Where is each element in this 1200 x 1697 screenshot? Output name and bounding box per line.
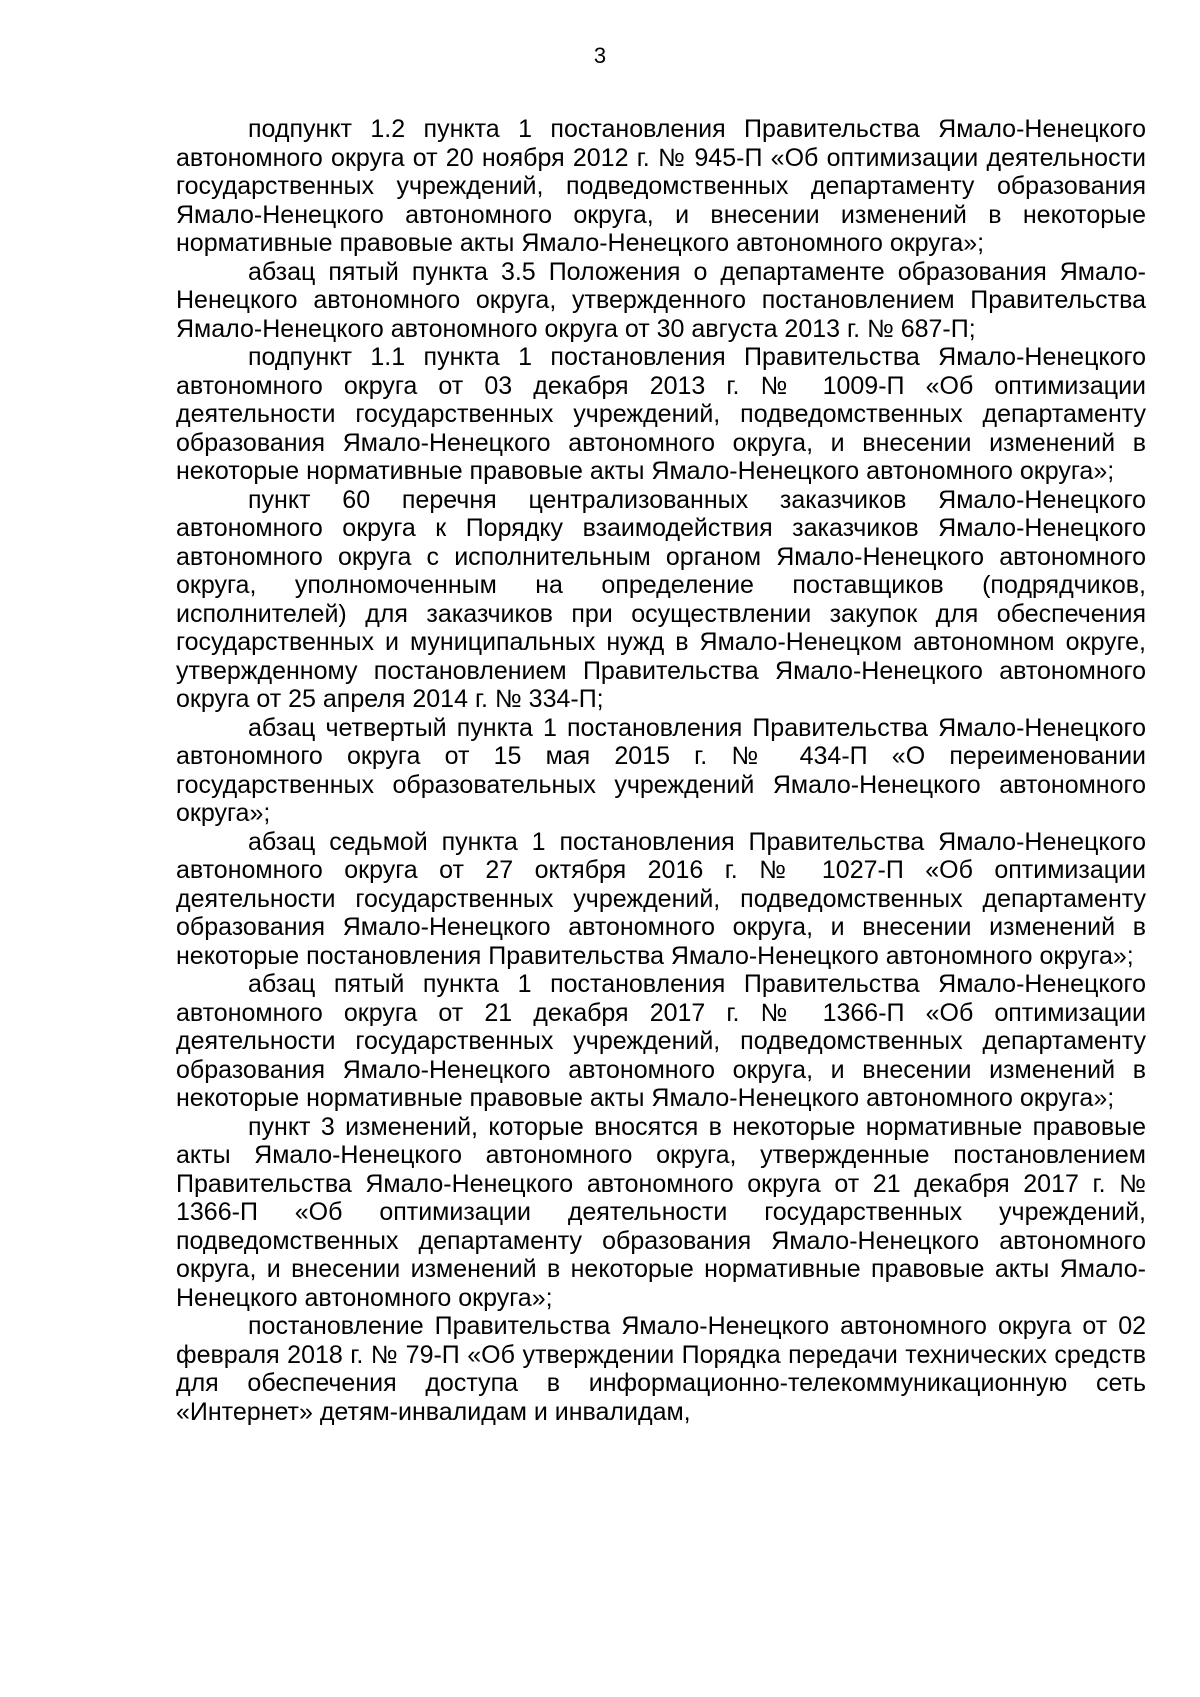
paragraph-subclause-1-2: подпункт 1.2 пункта 1 постановления Правительства Ямало-Ненецкого автономного округа от 20 ноября 2012 г. № 945-П «Об оптимизации деятельности государственных учреждений, подведомственных департаменту образования Ямало-Ненецкого автономного округа, и внесении изменений в некоторые нормативные правовые акты Ямало-Ненецкого автономного округа»; bbox=[176, 115, 1146, 257]
paragraph-abzac-5-p-1: абзац пятый пункта 1 постановления Правительства Ямало-Ненецкого автономного округа от 21 декабря 2017 г. № 1366-П «Об оптимизации деятельности государственных учреждений, подведомственных департаменту образования Ямало-Ненецкого автономного округа, и внесении изменений в некоторые нормативные правовые акты Ямало-Ненецкого автономного округа»; bbox=[176, 970, 1146, 1112]
paragraph-item-3: пункт 3 изменений, которые вносятся в некоторые нормативные правовые акты Ямало-Ненецкого автономного округа, утвержденные постановлением Правительства Ямало-Ненецкого автономного округа от 21 декабря 2017 г. № 1366-П «Об оптимизации деятельности государственных учреждений, подведомственных департаменту образования Ямало-Ненецкого автономного округа, и внесении изменений в некоторые нормативные правовые акты Ямало-Ненецкого автономного округа»; bbox=[176, 1112, 1146, 1312]
document-body bbox=[176, 115, 1146, 1426]
paragraph-abzac-7: абзац седьмой пункта 1 постановления Правительства Ямало-Ненецкого автономного округа от 27 октября 2016 г. № 1027-П «Об оптимизации деятельности государственных учреждений, подведомственных департаменту образования Ямало-Ненецкого автономного округа, и внесении изменений в некоторые постановления Правительства Ямало-Ненецкого автономного округа»; bbox=[176, 827, 1146, 970]
paragraph-abzac-4: абзац четвертый пункта 1 постановления Правительства Ямало-Ненецкого автономного округа от 15 мая 2015 г. № 434-П «О переименовании государственных образовательных учреждений Ямало-Ненецкого автономного округа»; bbox=[176, 713, 1146, 827]
page-number: 3 bbox=[593, 43, 607, 68]
paragraph-subclause-1-1: подпункт 1.1 пункта 1 постановления Правительства Ямало-Ненецкого автономного округа от 03 декабря 2013 г. № 1009-П «Об оптимизации деятельности государственных учреждений, подведомственных департаменту образования Ямало-Ненецкого автономного округа, и внесении изменений в некоторые нормативные правовые акты Ямало-Ненецкого автономного округа»; bbox=[176, 343, 1146, 485]
paragraph-resolution-79: постановление Правительства Ямало-Ненецкого автономного округа от 02 февраля 2018 г. № 79-П «Об утверждении Порядка передачи технических средств для обеспечения доступа в информационно-телекоммуникационную сеть «Интернет» детям-инвалидам и инвалидам, bbox=[176, 1312, 1146, 1426]
paragraph-item-60: пункт 60 перечня централизованных заказчиков Ямало-Ненецкого автономного округа к Порядку взаимодействия заказчиков Ямало-Ненецкого автономного округа с исполнительным органом Ямало-Ненецкого автономного округа, уполномоченным на определение поставщиков (подрядчиков, исполнителей) для заказчиков при осуществлении закупок для обеспечения государственных и муниципальных нужд в Ямало-Ненецком автономном округе, утвержденному постановлением Правительства Ямало-Ненецкого автономного округа от 25 апреля 2014 г. № 334-П; bbox=[176, 485, 1146, 713]
paragraph-abzac-5-p-3-5: абзац пятый пункта 3.5 Положения о департаменте образования Ямало-Ненецкого автономного округа, утвержденного постановлением Правительства Ямало-Ненецкого автономного округа от 30 августа 2013 г. № 687-П; bbox=[176, 257, 1146, 343]
